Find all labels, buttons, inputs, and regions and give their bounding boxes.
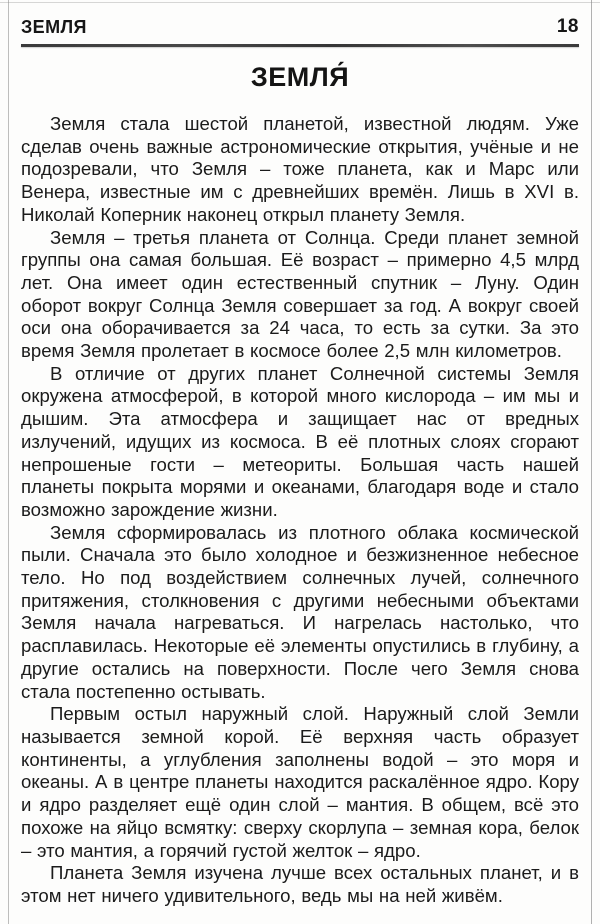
paragraph: Земля сформировалась из плотного облака космической пыли. Сначала это было холодное и безжизненное небесное тело. Но под воздействием солнечных лучей, солнечного притяжения, столкновения с другими небесными объектами Земля начала нагреваться. И нагрелась настолько, что расплавилась. Некоторые её элементы опустились в глубину, а другие остались на поверхности. После чего Земля снова стала постепенно остывать. (21, 521, 579, 702)
article-title: ЗЕМЛЯ́ (250, 62, 350, 92)
paragraph: Планета Земля изучена лучше всех остальных планет, и в этом нет ничего удивительного, ведь мы на ней живём. (21, 862, 579, 906)
scan-edge-left-line (8, 0, 9, 924)
article-body (21, 113, 579, 908)
page-content (21, 0, 579, 908)
paragraph: Земля – третья планета от Солнца. Среди планет земной группы она самая большая. Её возраст – примерно 4,5 млрд лет. Она имеет один естественный спутник – Луну. Один оборот вокруг Солнца Земля совершает за год. А вокруг своей оси она оборачивается за 24 часа, то есть за сутки. За это время Земля пролетает в космосе более 2,5 млн километров. (21, 226, 579, 362)
running-header-title: ЗЕМЛЯ (21, 17, 87, 37)
paragraph: Первым остыл наружный слой. Наружный слой Земли называется земной корой. Её верхняя часть образует континенты, а углубления заполнены водой – это моря и океаны. А в центре планеты находится раскалённое ядро. Кору и ядро разделяет ещё один слой – мантия. В общем, всё это похоже на яйцо всмятку: сверху скорлупа – земная кора, белок – это мантия, а горячий густой желток – ядро. (21, 703, 579, 861)
header-rule (21, 44, 579, 47)
paragraph: Земля стала шестой планетой, известной людям. Уже сделав очень важные астрономические открытия, учёные и не подозревали, что Земля – тоже планета, как и Марс или Венера, известные им с древнейших времён. Лишь в XVI в. Николай Коперник наконец открыл планету Земля. (21, 113, 579, 225)
running-header (21, 0, 579, 38)
scan-edge-right-line (591, 0, 592, 924)
page-number: 18 (556, 16, 579, 37)
paragraph: В отличие от других планет Солнечной системы Земля окружена атмосферой, в которой много кислорода – им мы и дышим. Эта атмосфера и защищает нас от вредных излучений, идущих из космоса. В её плотных слоях сгорают непрошеные гости – метеориты. Большая часть нашей планеты покрыта морями и океанами, благодаря воде и стало возможно зарождение жизни. (21, 362, 579, 520)
